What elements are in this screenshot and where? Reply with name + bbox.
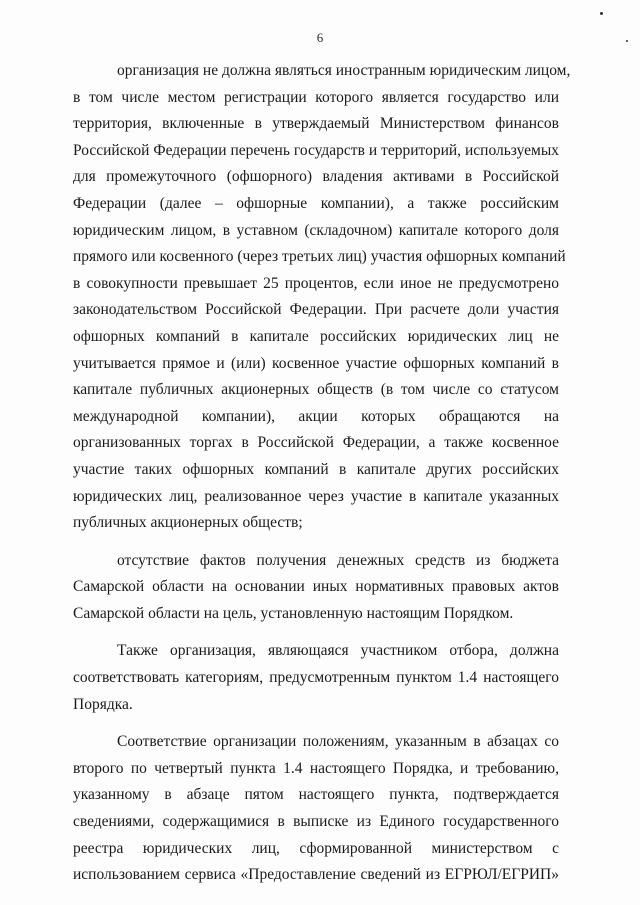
text-line: Порядка. [73, 695, 133, 713]
paragraph-no-budget-funds [73, 548, 559, 628]
text-line: международной компании), акции которых обращаются на [73, 407, 559, 425]
text-line: для промежуточного (офшорного) владения активами в Российской [73, 168, 559, 186]
paragraph-categories [73, 638, 559, 718]
text-line: Также организация, являющаяся участником отбора, должна [117, 642, 559, 660]
text-line: организация не должна являться иностранным юридическим лицом, [117, 62, 571, 79]
text-line: реестра юридических лиц, сформированной министерством с [73, 839, 559, 857]
text-line: юридических лиц, реализованное через участие в капитале указанных [73, 487, 559, 505]
text-line: участие таких офшорных компаний в капитале других российских [73, 460, 559, 478]
text-line: указанному в абзаце пятом настоящего пункта, подтверждается [73, 786, 559, 804]
text-line: использованием сервиса «Предоставление сведений из ЕГРЮЛ/ЕГРИП» [73, 866, 559, 884]
text-line: Соответствие организации положениям, указанным в абзацах со [117, 733, 559, 751]
scan-speck [600, 12, 603, 15]
text-line: юридическим лицом, в уставном (складочном) капитале которого доля [73, 221, 559, 239]
paragraph-gap [73, 718, 559, 729]
paragraph-gap [73, 537, 559, 548]
text-line: второго по четвертый пункта 1.4 настоящего Порядка, и требованию, [73, 759, 559, 777]
page-number: 6 [316, 30, 324, 45]
text-line: соответствовать категориям, предусмотренным пунктом 1.4 настоящего [73, 669, 559, 687]
scan-speck [626, 40, 628, 42]
body-text [73, 58, 571, 889]
paragraph-compliance [73, 729, 559, 889]
text-line: Российской Федерации перечень государств и территорий, используемых [73, 141, 559, 159]
text-line: Самарской области на цель, установленную настоящим Порядком. [73, 604, 514, 622]
text-line: в том числе местом регистрации которого является государство или [73, 88, 559, 106]
text-line: Самарской области на основании иных нормативных правовых актов [73, 578, 559, 596]
text-line: организованных торгах в Российской Федерации, а также косвенное [73, 434, 559, 452]
text-line: прямого или косвенного (через третьих лиц) участия офшорных компаний [73, 248, 566, 266]
paragraph-offshore-requirement [73, 58, 571, 537]
text-line: учитывается прямое и (или) косвенное участие офшорных компаний в [73, 354, 559, 372]
text-line: Федерации (далее – офшорные компании), а также российским [73, 194, 559, 212]
text-line: отсутствие фактов получения денежных средств из бюджета [117, 551, 559, 569]
paragraph-gap [73, 627, 559, 638]
text-line: в совокупности превышает 25 процентов, если иное не предусмотрено [73, 274, 559, 292]
text-line: капитале публичных акционерных обществ (в том числе со статусом [73, 381, 559, 399]
text-line: публичных акционерных обществ; [73, 514, 303, 532]
text-line: территория, включенные в утверждаемый Министерством финансов [73, 115, 559, 133]
text-line: офшорных компаний в капитале российских юридических лиц не [73, 327, 559, 345]
text-line: законодательством Российской Федерации. При расчете доли участия [73, 301, 559, 319]
text-line: сведениями, содержащимися в выписке из Единого государственного [73, 813, 559, 831]
